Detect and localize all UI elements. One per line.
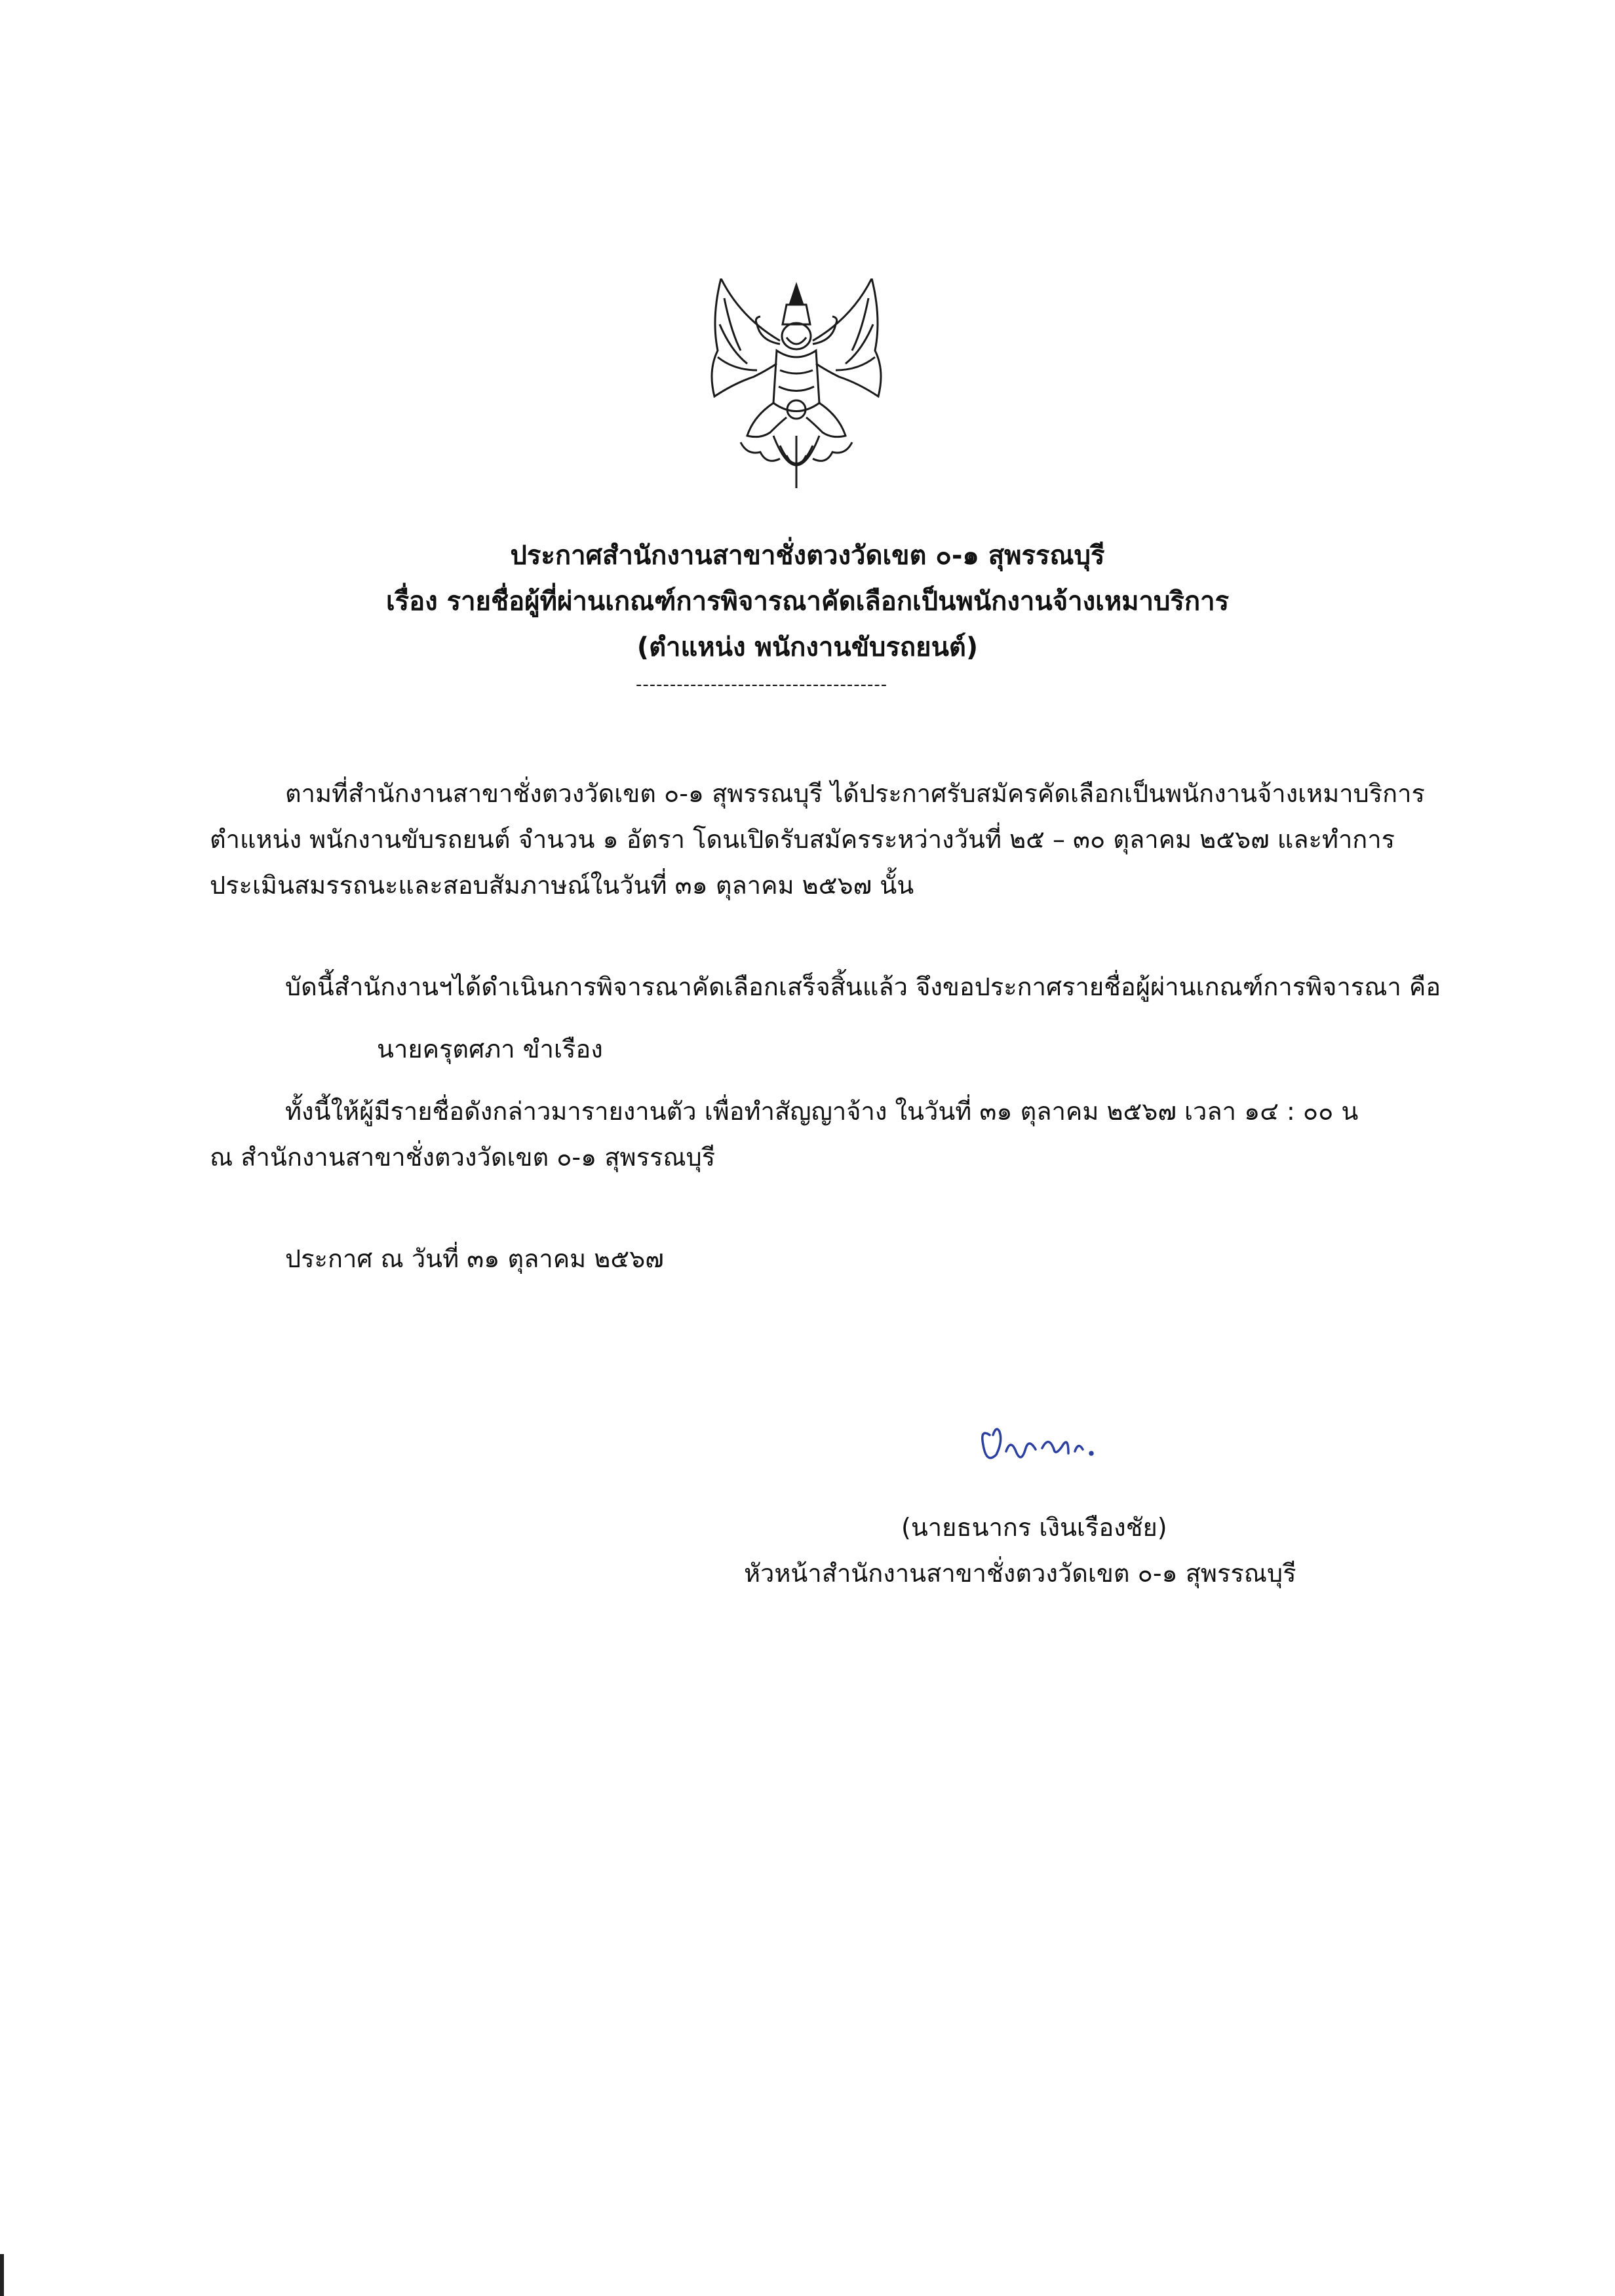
signer-position: หัวหน้าสำนักงานสาขาชั่งตวงวัดเขต ๐-๑ สุพรรณบุรี [744,1559,1296,1588]
signer-name: (นายธนากร เงินเรืองชัย) [901,1513,1167,1542]
heading-line-1: ประกาศสำนักงานสาขาชั่งตวงวัดเขต ๐-๑ สุพรรณบุรี [510,541,1105,571]
candidate-name: นายครุตศภา ขำเรือง [377,1035,603,1063]
heading-line-2: เรื่อง รายชื่อผู้ที่ผ่านเกณฑ์การพิจารณาคัดเลือกเป็นพนักงานจ้างเหมาบริการ [385,586,1230,617]
garuda-emblem-icon [695,278,898,495]
paragraph-3-line-1: ทั้งนี้ให้ผู้มีรายชื่อดังกล่าวมารายงานตัว เพื่อทำสัญญาจ้าง ในวันที่ ๓๑ ตุลาคม ๒๕๖๗ เวลา ๑๔ : ๐๐ น [285,1097,1359,1126]
paragraph-1-line-1: ตามที่สำนักงานสาขาชั่งตวงวัดเขต ๐-๑ สุพรรณบุรี ได้ประกาศรับสมัครคัดเลือกเป็นพนักงานจ้างเหมาบริการ [285,779,1425,808]
handwritten-signature [970,1415,1121,1481]
paragraph-3-line-2: ณ สำนักงานสาขาชั่งตวงวัดเขต ๐-๑ สุพรรณบุรี [210,1143,716,1172]
heading-line-3: (ตำแหน่ง พนักงานขับรถยนต์) [636,632,979,662]
announcement-date: ประกาศ ณ วันที่ ๓๑ ตุลาคม ๒๕๖๗ [285,1244,664,1273]
scan-edge-mark [0,2254,4,2296]
paragraph-2-line-1: บัดนี้สำนักงานฯได้ดำเนินการพิจารณาคัดเลือกเสร็จสิ้นแล้ว จึงขอประกาศรายชื่อผู้ผ่านเกณฑ์การพิจารณา คือ [285,972,1441,1001]
heading-divider: ------------------------------------- [636,675,888,695]
paragraph-1-line-2: ตำแหน่ง พนักงานขับรถยนต์ จำนวน ๑ อัตรา โดนเปิดรับสมัครระหว่างวันที่ ๒๕ – ๓๐ ตุลาคม ๒๕๖๗ และทำการ [210,825,1395,854]
paragraph-1-line-3: ประเมินสมรรถนะและสอบสัมภาษณ์ในวันที่ ๓๑ ตุลาคม ๒๕๖๗ นั้น [210,871,914,900]
